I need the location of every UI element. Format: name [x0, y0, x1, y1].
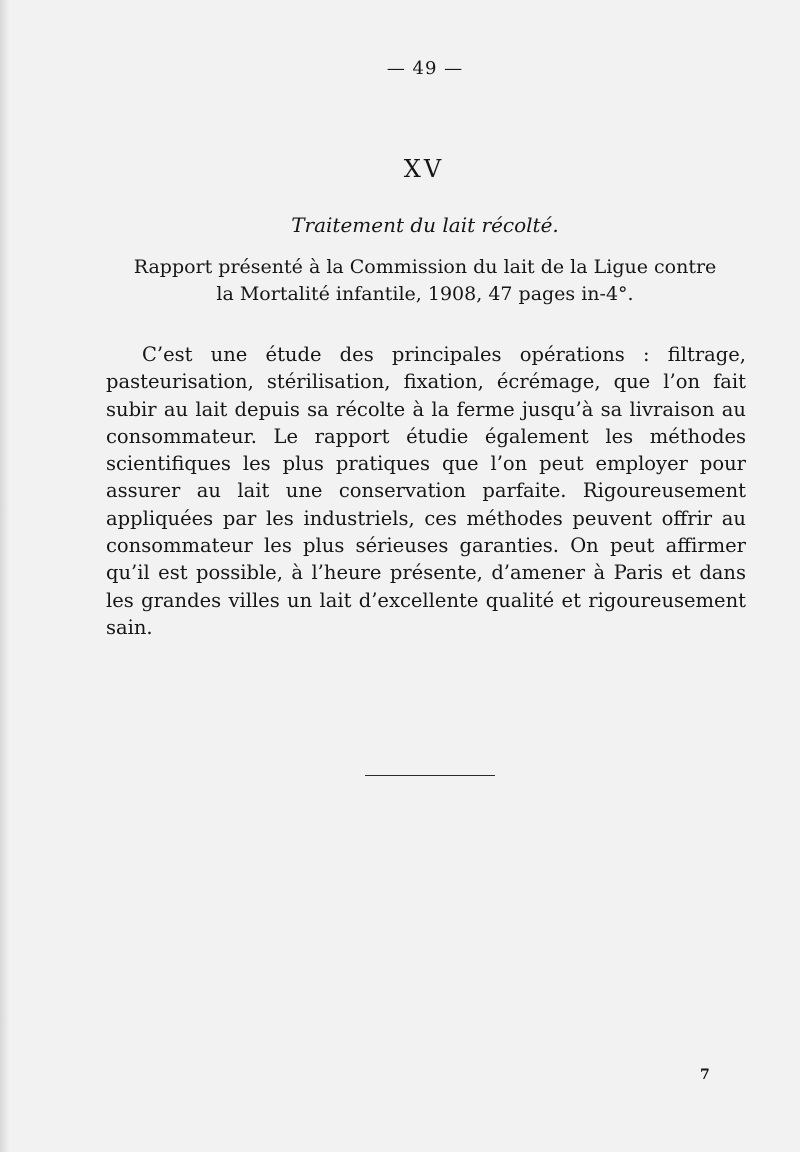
report-subtitle — [0, 254, 800, 308]
subtitle-line: Rapport présenté à la Commission du lait de la Ligue contre — [133, 256, 717, 278]
section-divider — [365, 775, 495, 776]
chapter-number: XV — [403, 155, 445, 183]
section-title: Traitement du lait récolté. — [291, 213, 559, 237]
body-paragraph: C’est une étude des principales opérations : filtrage, pasteurisation, stérilisation, fixation, écrémage, que l’on fait subir au lait depuis sa récolte à la ferme jusqu’à sa livraison au consommateur. Le rapport étudie également les méthodes scientifiques les plus pratiques que l’on peut employer pour assurer au lait une conservation parfaite. Rigoureusement appliquées par les industriels, ces méthodes peuvent offrir au consommateur les plus sérieuses garanties. On peut affirmer qu’il est possible, à l’heure présente, d’amener à Paris et dans les grandes villes un lait d’excellente qualité et rigoureusement sain. — [106, 343, 746, 639]
page-number: — 49 — — [386, 58, 464, 79]
signature-mark: 7 — [700, 1067, 710, 1083]
subtitle-line: la Mortalité infantile, 1908, 47 pages in-4°. — [216, 283, 634, 305]
